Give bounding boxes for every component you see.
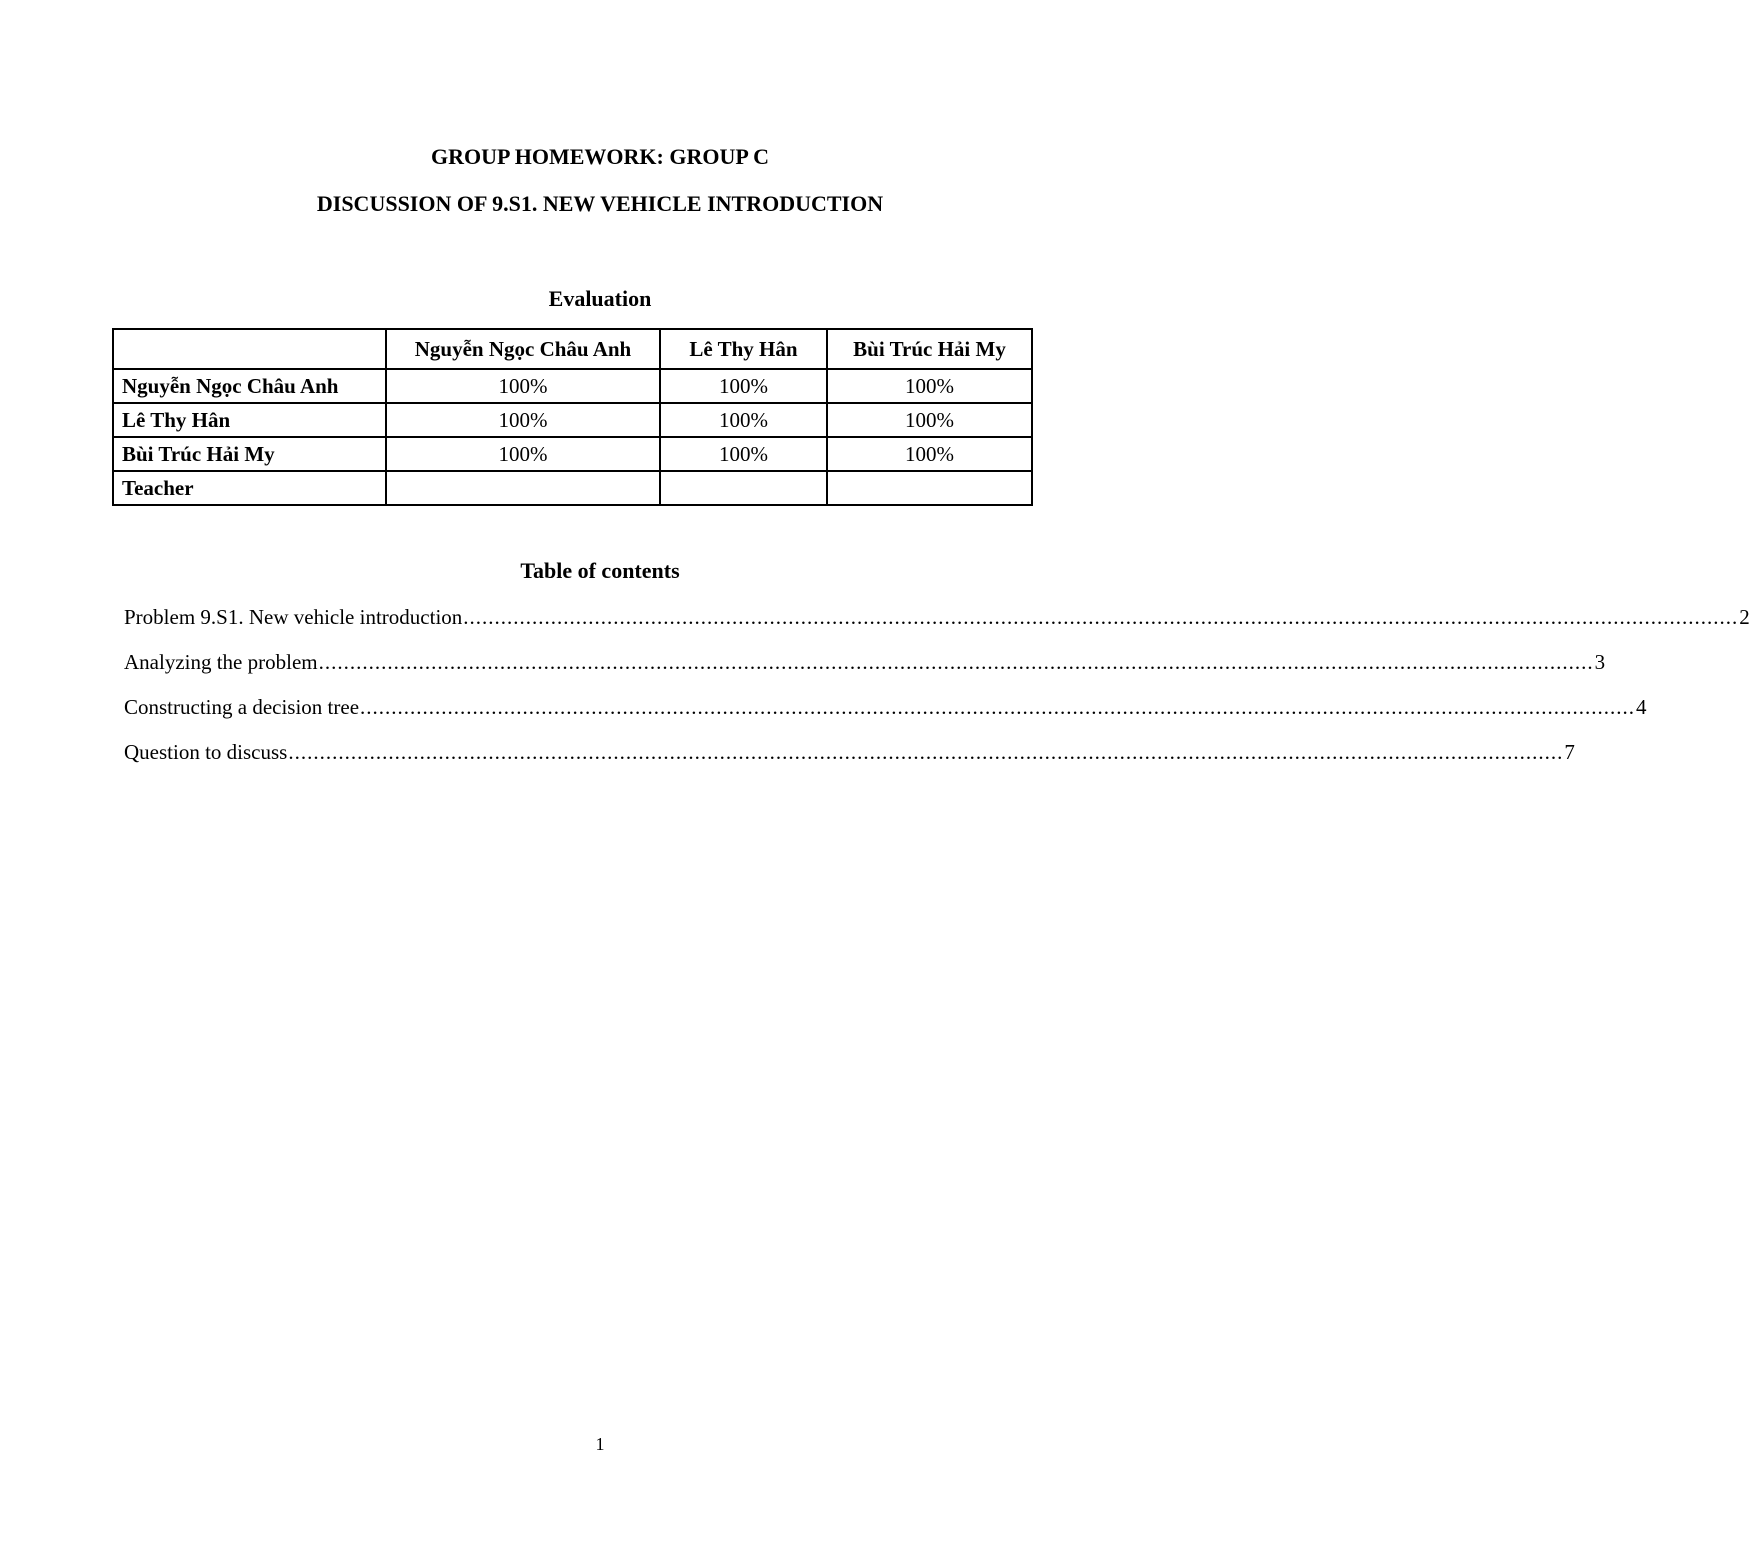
score-cell: 100%	[827, 403, 1032, 437]
toc-entry[interactable]	[124, 649, 1606, 675]
score-cell: 100%	[386, 403, 660, 437]
row-header: Bùi Trúc Hải My	[113, 437, 386, 471]
score-cell: 100%	[827, 437, 1032, 471]
evaluation-heading: Evaluation	[548, 286, 652, 311]
score-cell: 100%	[660, 369, 827, 403]
score-cell: 100%	[386, 369, 660, 403]
toc-entry-label: Analyzing the problem	[124, 650, 318, 674]
column-header-member: Lê Thy Hân	[660, 329, 827, 369]
toc-entry-label: Question to discuss	[124, 740, 288, 764]
toc-entry-label: Problem 9.S1. New vehicle introduction	[124, 605, 463, 629]
column-header-member: Bùi Trúc Hải My	[827, 329, 1032, 369]
score-cell	[386, 471, 660, 505]
table-row	[113, 403, 1032, 437]
row-header: Teacher	[113, 471, 386, 505]
score-cell	[827, 471, 1032, 505]
score-cell	[660, 471, 827, 505]
document-title: GROUP HOMEWORK: GROUP C	[431, 144, 769, 169]
document-subtitle: DISCUSSION OF 9.S1. NEW VEHICLE INTRODUCTION	[316, 191, 884, 216]
toc-leader-dots: ............................................................................................................................................................................................................	[318, 650, 1594, 674]
toc-entry-page: 7	[1564, 740, 1575, 764]
evaluation-header-row	[113, 329, 1032, 369]
toc-entry-page: 3	[1594, 650, 1606, 674]
score-cell: 100%	[660, 403, 827, 437]
evaluation-table	[112, 328, 1033, 506]
toc-entry-page: 2	[1739, 605, 1750, 629]
toc-entry[interactable]	[124, 604, 1750, 630]
table-row	[113, 437, 1032, 471]
toc-heading: Table of contents	[520, 558, 680, 583]
toc-entry[interactable]	[124, 694, 1647, 720]
toc-leader-dots: ............................................................................................................................................................................................................	[463, 605, 1739, 629]
toc-entry-page: 4	[1636, 695, 1647, 719]
page-number: 1	[595, 1434, 605, 1454]
row-header: Nguyễn Ngọc Châu Anh	[113, 369, 386, 403]
toc-leader-dots: ............................................................................................................................................................................................................	[360, 695, 1636, 719]
table-row	[113, 471, 1032, 505]
toc-entry-label: Constructing a decision tree	[124, 695, 360, 719]
column-header-blank	[113, 329, 386, 369]
column-header-member: Nguyễn Ngọc Châu Anh	[386, 329, 660, 369]
row-header: Lê Thy Hân	[113, 403, 386, 437]
toc-leader-dots: ............................................................................................................................................................................................................	[288, 740, 1564, 764]
table-row	[113, 369, 1032, 403]
score-cell: 100%	[660, 437, 827, 471]
score-cell: 100%	[386, 437, 660, 471]
toc-entry[interactable]	[124, 739, 1575, 765]
score-cell: 100%	[827, 369, 1032, 403]
